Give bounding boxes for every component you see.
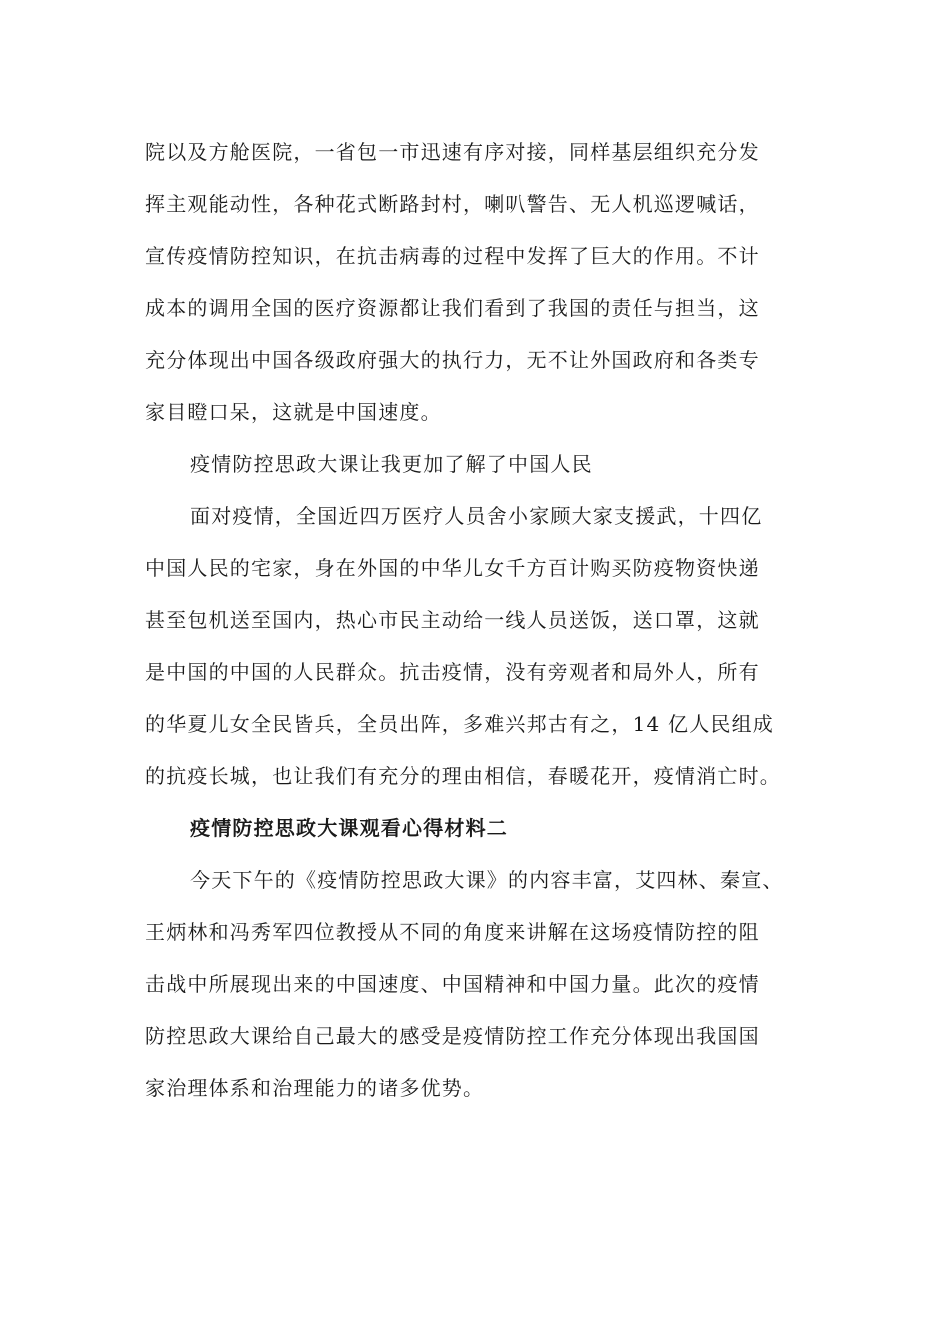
- paragraph-line: 家目瞪口呆，这就是中国速度。: [145, 400, 442, 424]
- paragraph-2: [145, 490, 809, 802]
- document-body: [145, 126, 809, 1114]
- paragraph-line: 家治理体系和治理能力的诸多优势。: [145, 1076, 485, 1100]
- paragraph-line: 是中国的中国的人民群众。抗击疫情，没有旁观者和局外人，所有: [145, 660, 760, 684]
- paragraph-line: 宣传疫情防控知识，在抗击病毒的过程中发挥了巨大的作用。不计: [145, 244, 760, 268]
- paragraph-line: 击战中所展现出来的中国速度、中国精神和中国力量。此次的疫情: [145, 972, 760, 996]
- paragraph-line: 挥主观能动性，各种花式断路封村，喇叭警告、无人机巡逻喊话，: [145, 192, 760, 216]
- paragraph-line: 充分体现出中国各级政府强大的执行力，无不让外国政府和各类专: [145, 348, 760, 372]
- section-heading: 疫情防控思政大课观看心得材料二: [190, 816, 508, 840]
- paragraph-3: [145, 854, 809, 1114]
- paragraph-line: 的华夏儿女全民皆兵，全员出阵，多难兴邦古有之，14 亿人民组成: [145, 712, 775, 736]
- paragraph-line: 今天下午的《疫情防控思政大课》的内容丰富，艾四林、秦宣、: [190, 868, 784, 892]
- paragraph-line: 防控思政大课给自己最大的感受是疫情防控工作充分体现出我国国: [145, 1024, 760, 1048]
- paragraph-line: 甚至包机送至国内，热心市民主动给一线人员送饭，送口罩，这就: [145, 608, 760, 632]
- subheading: 疫情防控思政大课让我更加了解了中国人民: [190, 452, 593, 476]
- paragraph-line: 院以及方舱医院，一省包一市迅速有序对接，同样基层组织充分发: [145, 140, 760, 164]
- paragraph-line: 的抗疫长城，也让我们有充分的理由相信，春暖花开，疫情消亡时。: [145, 764, 781, 788]
- paragraph-line: 成本的调用全国的医疗资源都让我们看到了我国的责任与担当，这: [145, 296, 760, 320]
- paragraph-1: [145, 126, 809, 438]
- paragraph-line: 中国人民的宅家，身在外国的中华儿女千方百计购买防疫物资快递: [145, 556, 760, 580]
- paragraph-line: 王炳林和冯秀军四位教授从不同的角度来讲解在这场疫情防控的阻: [145, 920, 760, 944]
- paragraph-line: 面对疫情，全国近四万医疗人员舍小家顾大家支援武，十四亿: [190, 504, 763, 528]
